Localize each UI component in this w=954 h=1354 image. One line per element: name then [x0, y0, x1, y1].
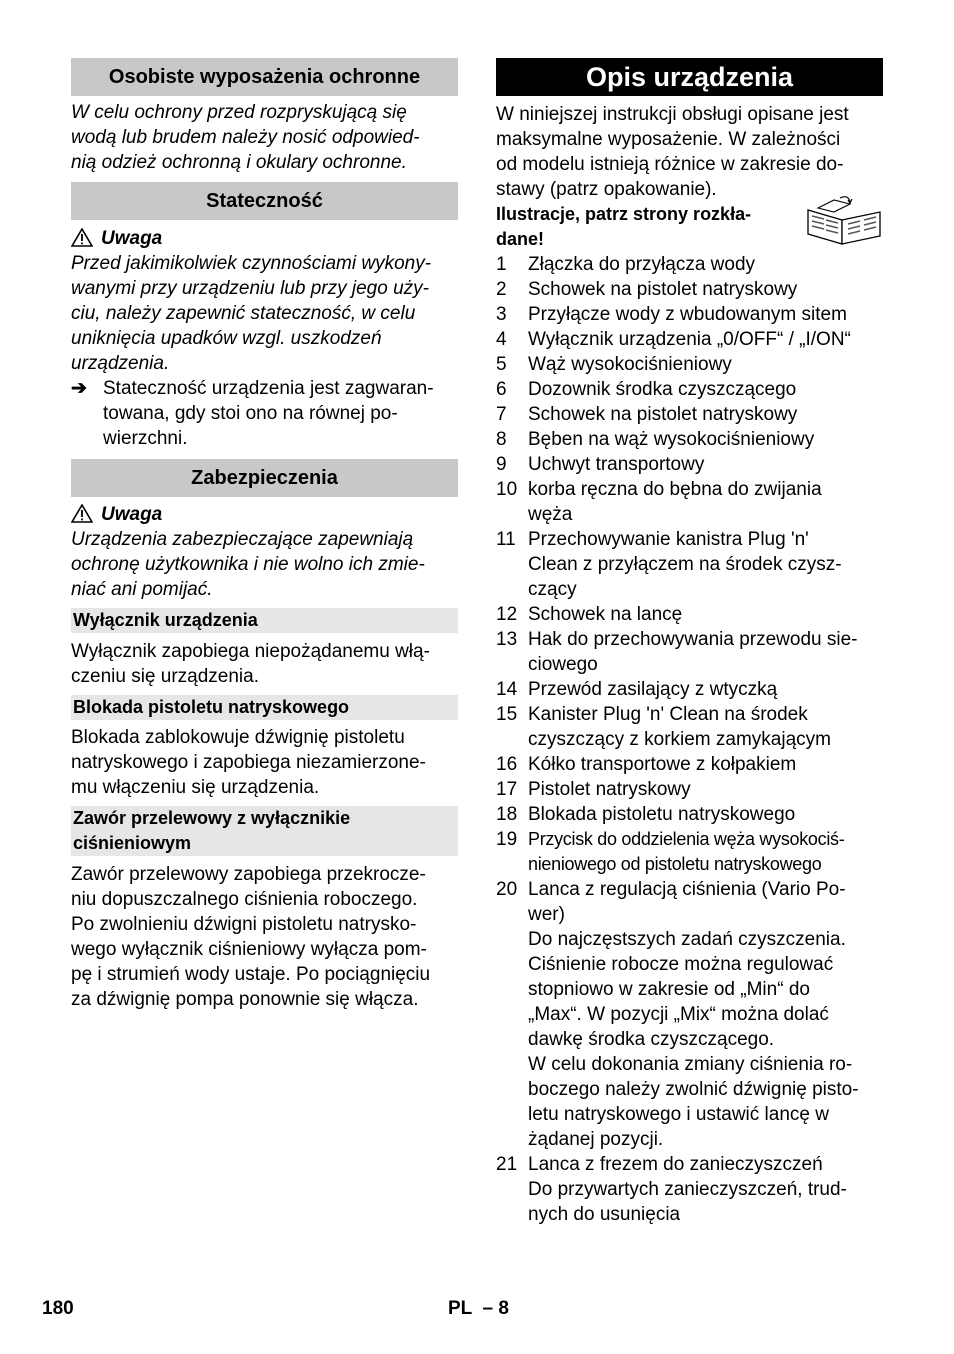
- list-item: 8 Bęben na wąż wysokociśnieniowy: [496, 429, 815, 450]
- gun-lock-text: Blokada zablokowuje dźwignię pistoletu natryskowego i zapobiega niezamierzone- mu włączeniu się urządzenia.: [71, 727, 426, 798]
- section-heading-safety: Zabezpieczenia: [71, 459, 458, 497]
- list-item: 16 Kółko transportowe z kołpakiem: [496, 754, 797, 775]
- parts-list: [496, 252, 883, 1227]
- intro-text: W niniejszej instrukcji obsługi opisane jest maksymalne wyposażenie. W zależności od modelu istnieją różnice w zakresie do- stawy (patrz opakowanie).: [496, 104, 849, 200]
- list-item: 20 Lanca z regulacją ciśnienia (Vario Po- wer) Do najczęstszych zadań czyszczenia. Ciśnienie robocze można regulować stopniowo w zakresie od „Min“ do „Max“. W pozycji „Mix“ można dolać dawkę środka czyszczącego. W celu dokonania zmiany ciśnienia ro- boczego należy zwolnić dźwignię pisto- letu natryskowego i ustawić lancę w żądanej pozycji.: [496, 879, 859, 1150]
- right-column: [496, 58, 883, 1227]
- list-item: 3 Przyłącze wody z wbudowanym sitem: [496, 304, 847, 325]
- page-number: 180: [42, 1298, 74, 1319]
- list-item: 9 Uchwyt transportowy: [496, 454, 705, 475]
- list-item: 10 korba ręczna do bębna do zwijania węża: [496, 479, 822, 525]
- subheading-gun-lock: Blokada pistoletu natryskowego: [71, 695, 458, 720]
- switch-text: Wyłącznik zapobiega niepożądanemu włą- czeniu się urządzenia.: [71, 641, 430, 687]
- warning-triangle-icon: [71, 228, 93, 247]
- list-item: 21 Lanca z frezem do zanieczyszczeń Do przywartych zanieczyszczeń, trud- nych do usunięcia: [496, 1154, 847, 1225]
- open-book-icon: [804, 194, 884, 246]
- page-title: Opis urządzenia: [496, 58, 883, 96]
- section-heading-stability: Stateczność: [71, 182, 458, 220]
- list-item: 6 Dozownik środka czyszczącego: [496, 379, 797, 400]
- safety-warning: Uwaga: [71, 502, 458, 527]
- section-heading-ppe: Osobiste wyposażenia ochronne: [71, 58, 458, 96]
- arrow-right-icon: ➔: [71, 378, 87, 399]
- list-item: 15 Kanister Plug 'n' Clean na środek czyszczący z korkiem zamykającym: [496, 704, 831, 750]
- stability-note: ➔ Stateczność urządzenia jest zagwaran- towana, gdy stoi ono na równej po- wierzchni.: [71, 378, 434, 449]
- list-item: 12 Schowek na lancę: [496, 604, 683, 625]
- list-item: 13 Hak do przechowywania przewodu sie- ciowego: [496, 629, 858, 675]
- list-item: 17 Pistolet natryskowy: [496, 779, 691, 800]
- overflow-valve-text: Zawór przelewowy zapobiega przekrocze- niu dopuszczalnego ciśnienia roboczego. Po zwolnieniu dźwigni pistoletu natrysko- wego wyłącznik ciśnieniowy wyłącza pom- pę i strumień wody ustaje. Po pociągnięciu za dźwignię pompa ponownie się włącza.: [71, 864, 431, 1010]
- stability-text: Przed jakimikolwiek czynnościami wykony- wanymi przy urządzeniu lub przy jego uży- ciu, należy zapewnić stateczność, w celu uniknięcia upadków wzgl. uszkodzeń urządzenia.: [71, 253, 432, 374]
- list-item: 1 Złączka do przyłącza wody: [496, 254, 756, 275]
- list-item: 11 Przechowywanie kanistra Plug 'n' Clean z przyłączem na środek czysz- czący: [496, 529, 842, 600]
- language-page-label: PL – 8: [448, 1298, 509, 1319]
- subheading-overflow-valve: Zawór przelewowy z wyłącznikie ciśnieniowym: [71, 806, 458, 856]
- list-item: 19 Przycisk do oddzielenia węża wysokociś- nieniowego od pistoletu natryskowego: [496, 829, 845, 874]
- list-item: 14 Przewód zasilający z wtyczką: [496, 679, 778, 700]
- list-item: 2 Schowek na pistolet natryskowy: [496, 279, 798, 300]
- safety-text: Urządzenia zabezpieczające zapewniają ochronę użytkownika i nie wolno ich zmie- niać ani pomijać.: [71, 529, 425, 600]
- list-item: 5 Wąż wysokociśnieniowy: [496, 354, 732, 375]
- list-item: 4 Wyłącznik urządzenia „0/OFF“ / „I/ON“: [496, 329, 851, 350]
- list-item: 7 Schowek na pistolet natryskowy: [496, 404, 798, 425]
- stability-warning: Uwaga: [71, 226, 458, 251]
- warning-triangle-icon: [71, 504, 93, 523]
- list-item: 18 Blokada pistoletu natryskowego: [496, 804, 796, 825]
- illustrations-note: Ilustracje, patrz strony rozkła- dane!: [496, 202, 883, 252]
- subheading-switch: Wyłącznik urządzenia: [71, 608, 458, 633]
- left-column: [71, 58, 458, 1012]
- ppe-text: W celu ochrony przed rozpryskującą się wodą lub brudem należy nosić odpowied- nią odzież ochronną i okulary ochronne.: [71, 102, 420, 173]
